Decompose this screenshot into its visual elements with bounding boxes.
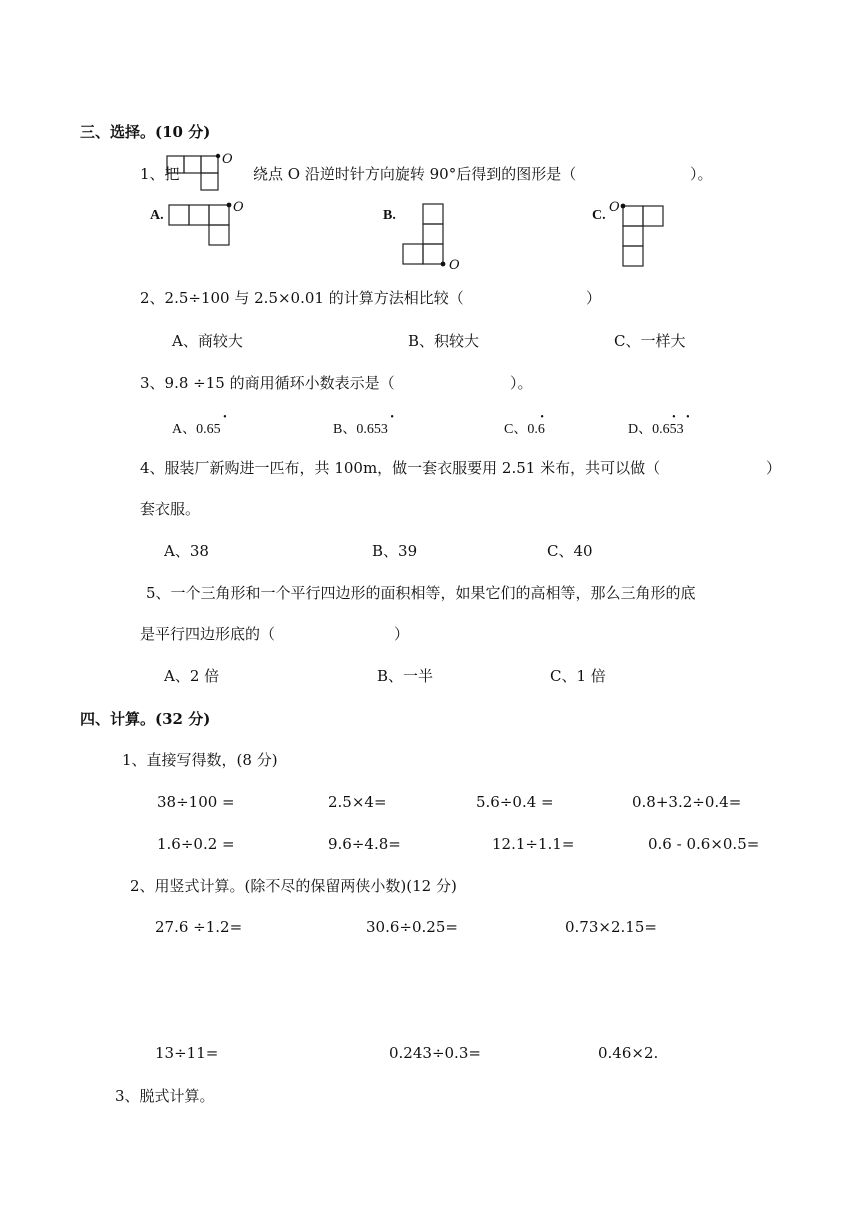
- section4-heading: 四、计算。(32 分): [80, 710, 211, 728]
- part1-item: 2.5×4=: [328, 793, 387, 811]
- q4-option-c: C、40: [547, 542, 593, 560]
- q3-option-d-value: 0.653: [652, 422, 684, 437]
- q3-option-c: [504, 412, 545, 440]
- q1-prefix: 1、把: [140, 165, 180, 183]
- q3-option-c-letter: C、: [504, 422, 528, 437]
- q2-option-b: B、积较大: [408, 332, 480, 350]
- q1-option-c-label: C.: [592, 208, 606, 223]
- part1-item: 0.6 - 0.6×0.5=: [648, 835, 760, 853]
- part3-title: 3、脱式计算。: [115, 1087, 215, 1105]
- part1-item: 0.8+3.2÷0.4=: [632, 793, 742, 811]
- q3-text: 3、9.8 ÷15 的商用循环小数表示是（: [140, 374, 395, 392]
- q5-option-a: A、2 倍: [164, 667, 220, 685]
- q1-option-b-point: O: [449, 258, 460, 273]
- q3-option-a: [172, 412, 227, 440]
- q3-option-b-letter: B、: [333, 422, 357, 437]
- q2-close: ）: [586, 289, 602, 307]
- q4-option-a: A、38: [164, 542, 209, 560]
- q5-line1: 5、一个三角形和一个平行四边形的面积相等，如果它们的高相等，那么三角形的底: [146, 584, 696, 602]
- part1-item: 9.6÷4.8=: [328, 835, 401, 853]
- q3-option-d-letter: D、: [628, 422, 653, 437]
- section3-heading: 三、选择。(10 分): [80, 123, 211, 141]
- repeat-dot-icon: •: [540, 412, 544, 423]
- q4-line1: 4、服装厂新购进一匹布，共 100m，做一套衣服要用 2.51 米布，共可以做（: [140, 459, 661, 477]
- q1-option-c-shape: [619, 203, 667, 271]
- part1-item: 5.6÷0.4 =: [476, 793, 554, 811]
- part2-title: 2、用竖式计算。(除不尽的保留两侠小数)(12 分): [130, 877, 457, 895]
- q5-line2: 是平行四边形底的（: [140, 625, 276, 643]
- q4-line1-close: ）: [766, 459, 782, 477]
- part2-item: 0.243÷0.3=: [389, 1044, 481, 1062]
- repeat-dot-icon: •: [223, 412, 227, 423]
- q4-option-b: B、39: [372, 542, 418, 560]
- q3-option-c-value: 0.6: [527, 422, 545, 437]
- q2-option-c: C、一样大: [614, 332, 686, 350]
- q5-option-b: B、一半: [377, 667, 434, 685]
- q1-close: ）。: [690, 165, 713, 183]
- q5-option-c: C、1 倍: [550, 667, 606, 685]
- q3-option-d: [628, 412, 690, 440]
- q1-option-c-point: O: [609, 200, 620, 215]
- q2-text: 2、2.5÷100 与 2.5×0.01 的计算方法相比较（: [140, 289, 464, 307]
- q1-option-a-label: A.: [150, 208, 164, 223]
- q4-line2: 套衣服。: [140, 500, 201, 518]
- q1-option-a-point: O: [233, 200, 244, 215]
- part1-item: 38÷100 =: [157, 793, 235, 811]
- q1-text: 绕点 O 沿逆时针方向旋转 90°后得到的图形是（: [253, 165, 577, 183]
- q1-option-b-shape: [400, 200, 448, 270]
- q2-option-a: A、商较大: [172, 332, 243, 350]
- q1-option-a-shape: [166, 200, 232, 248]
- repeat-dot-icon: •: [686, 412, 690, 423]
- q3-option-a-letter: A、: [172, 422, 197, 437]
- part1-item: 1.6÷0.2 =: [157, 835, 235, 853]
- part1-item: 12.1÷1.1=: [492, 835, 575, 853]
- q1-option-b-label: B.: [383, 208, 396, 223]
- q3-option-b-value: 0.653: [356, 422, 388, 437]
- repeat-dot-icon: •: [672, 412, 676, 423]
- q5-line2-close: ）: [394, 625, 410, 643]
- q3-option-a-value: 0.65: [196, 422, 221, 437]
- part2-item: 30.6÷0.25=: [366, 918, 458, 936]
- part2-item: 13÷11=: [155, 1044, 219, 1062]
- q1-point-label: O: [222, 152, 233, 167]
- q3-option-b: [333, 412, 394, 440]
- part2-item: 0.46×2.: [598, 1044, 659, 1062]
- part2-item: 0.73×2.15=: [565, 918, 657, 936]
- part1-title: 1、直接写得数，(8 分): [122, 751, 278, 769]
- part2-item: 27.6 ÷1.2=: [155, 918, 243, 936]
- q3-close: ）。: [510, 374, 533, 392]
- repeat-dot-icon: •: [390, 412, 394, 423]
